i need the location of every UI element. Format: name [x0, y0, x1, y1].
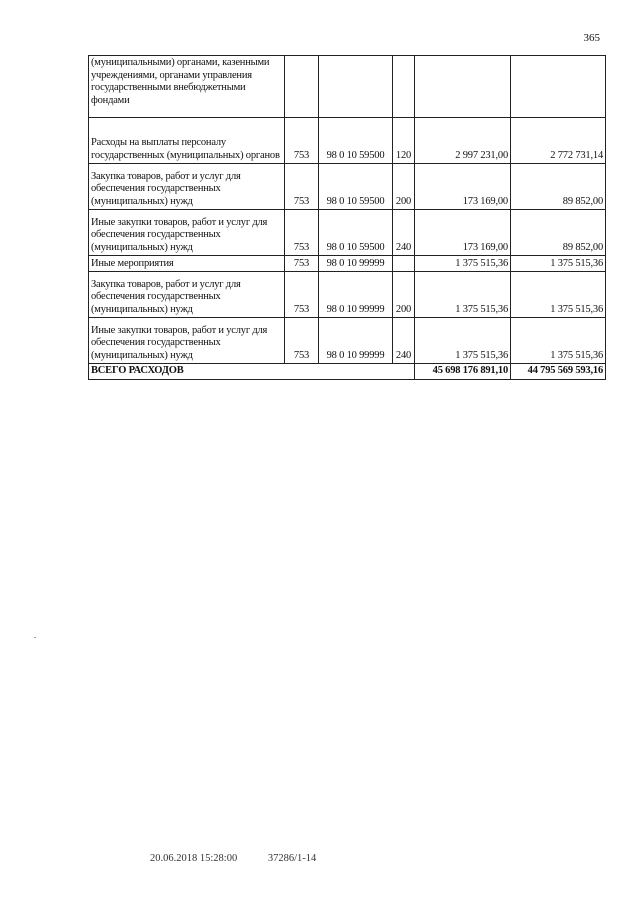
table-row [89, 118, 606, 164]
footer-timestamp: 20.06.2018 15:28:00 [150, 853, 238, 864]
row-sum2-cell: 2 772 731,14 [511, 118, 606, 164]
row-sum1-cell: 173 169,00 [415, 210, 511, 256]
row-sum2-cell: 1 375 515,36 [511, 256, 606, 272]
row-sum1-cell: 1 375 515,36 [415, 318, 511, 364]
table-row [89, 56, 606, 118]
row-csr-cell: 98 0 10 99999 [319, 318, 393, 364]
row-ved-cell [285, 56, 319, 118]
row-sum1-cell: 1 375 515,36 [415, 272, 511, 318]
document-footer [150, 853, 316, 864]
total-label: ВСЕГО РАСХОДОВ [89, 364, 415, 380]
row-vr-cell [393, 56, 415, 118]
row-sum2-cell: 1 375 515,36 [511, 318, 606, 364]
expenditure-table [88, 55, 606, 380]
row-vr-cell: 200 [393, 272, 415, 318]
row-vr-cell: 240 [393, 318, 415, 364]
table-row [89, 164, 606, 210]
row-ved-cell: 753 [285, 210, 319, 256]
row-sum2-cell: 1 375 515,36 [511, 272, 606, 318]
row-sum2-cell [511, 56, 606, 118]
row-sum2-cell: 89 852,00 [511, 210, 606, 256]
row-sum2-cell: 89 852,00 [511, 164, 606, 210]
row-name-cell: Иные закупки товаров, работ и услуг для обеспечения государственных (муниципальных) нужд [89, 210, 285, 256]
table-row [89, 210, 606, 256]
table-row [89, 318, 606, 364]
row-csr-cell: 98 0 10 99999 [319, 256, 393, 272]
row-vr-cell [393, 256, 415, 272]
row-vr-cell: 120 [393, 118, 415, 164]
row-name-cell: Закупка товаров, работ и услуг для обеспечения государственных (муниципальных) нужд [89, 164, 285, 210]
row-csr-cell: 98 0 10 59500 [319, 210, 393, 256]
table-row [89, 272, 606, 318]
row-csr-cell: 98 0 10 59500 [319, 118, 393, 164]
total-sum2: 44 795 569 593,16 [511, 364, 606, 380]
row-ved-cell: 753 [285, 272, 319, 318]
row-csr-cell [319, 56, 393, 118]
row-ved-cell: 753 [285, 318, 319, 364]
row-sum1-cell: 2 997 231,00 [415, 118, 511, 164]
row-ved-cell: 753 [285, 118, 319, 164]
total-sum1: 45 698 176 891,10 [415, 364, 511, 380]
footer-doc-id: 37286/1-14 [267, 853, 317, 864]
row-name-cell: (муниципальными) органами, казенными учреждениями, органами управления государственными внебюджетными фондами [89, 56, 285, 118]
row-sum1-cell: 173 169,00 [415, 164, 511, 210]
table-row [89, 256, 606, 272]
row-name-cell: Иные закупки товаров, работ и услуг для обеспечения государственных (муниципальных) нужд [89, 318, 285, 364]
scan-mark [34, 637, 36, 638]
row-ved-cell: 753 [285, 164, 319, 210]
row-sum1-cell [415, 56, 511, 118]
row-vr-cell: 240 [393, 210, 415, 256]
row-csr-cell: 98 0 10 59500 [319, 164, 393, 210]
row-name-cell: Закупка товаров, работ и услуг для обеспечения государственных (муниципальных) нужд [89, 272, 285, 318]
row-vr-cell: 200 [393, 164, 415, 210]
page-number: 365 [583, 32, 600, 44]
row-sum1-cell: 1 375 515,36 [415, 256, 511, 272]
row-ved-cell: 753 [285, 256, 319, 272]
total-row [89, 364, 606, 380]
row-name-cell: Расходы на выплаты персоналу государственных (муниципальных) органов [89, 118, 285, 164]
row-csr-cell: 98 0 10 99999 [319, 272, 393, 318]
row-name-cell: Иные мероприятия [89, 256, 285, 272]
